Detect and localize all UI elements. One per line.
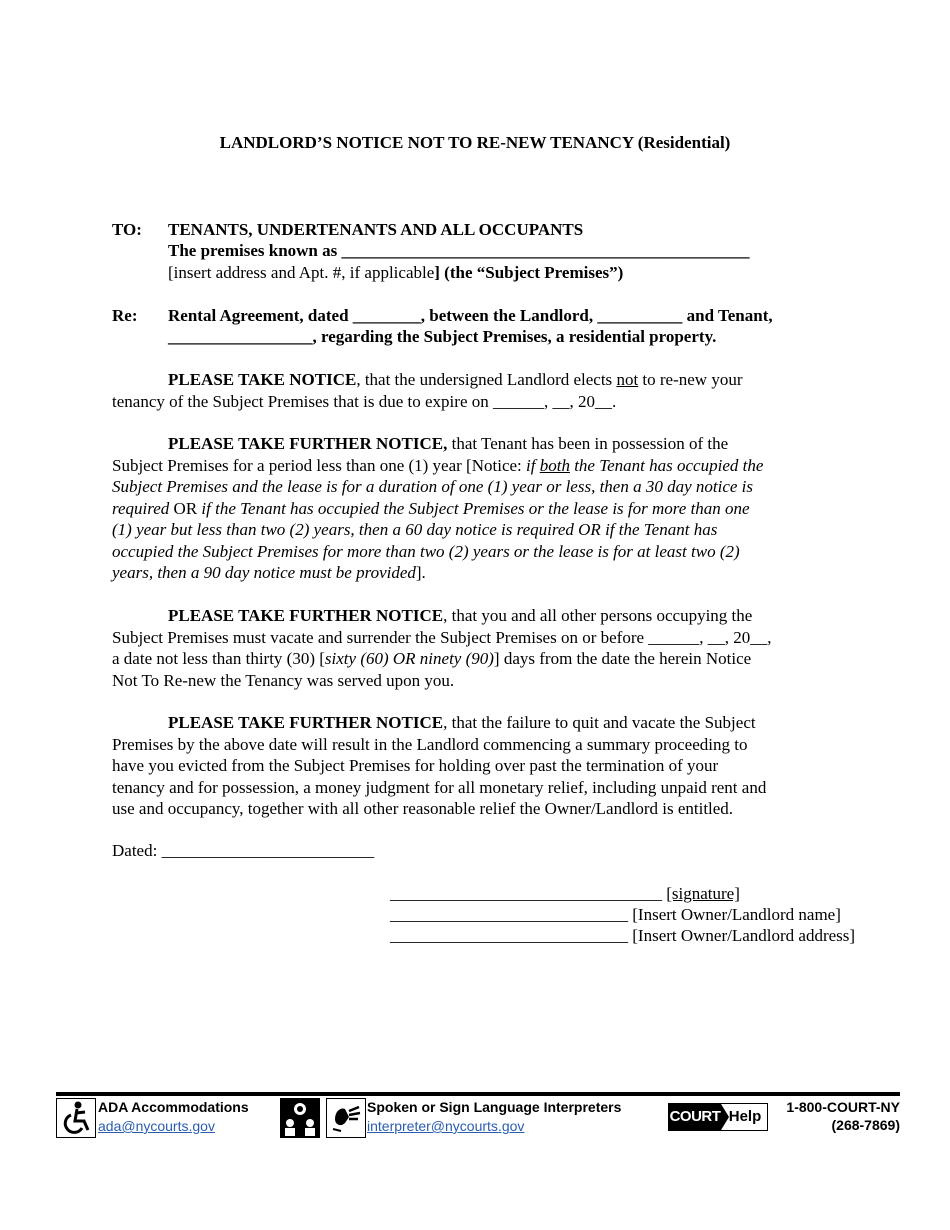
- p2-line-7: years, then a 90 day notice must be provided: [112, 563, 416, 582]
- dated-line: Dated: _________________________: [112, 841, 375, 860]
- p3-line-1: , that you and all other persons occupying the: [443, 606, 753, 625]
- p3-line-4: Not To Re-new the Tenancy was served upon you.: [112, 670, 455, 690]
- p1-not: not: [616, 370, 639, 389]
- signature-blank: ________________________________: [390, 884, 667, 903]
- p2-line-6: occupied the Subject Premises for more than two (2) years or the lease is for at least two (2): [112, 541, 740, 561]
- p2-lead: PLEASE TAKE FURTHER NOTICE,: [168, 434, 448, 453]
- subject-premises-label: ] (the “Subject Premises”): [434, 263, 624, 282]
- to-label: TO:: [112, 220, 142, 239]
- p3-line-3b: ] days from the date the herein Notice: [493, 649, 752, 668]
- interpreter-title: Spoken or Sign Language Interpreters: [367, 1099, 622, 1115]
- p2-line-2-if: if: [526, 455, 540, 475]
- interpreter-email-link[interactable]: interpreter@nycourts.gov: [367, 1118, 525, 1134]
- signature-line: [390, 884, 740, 904]
- p4-line-4: tenancy and for possession, a money judgment for all monetary relief, including unpaid rent and: [112, 777, 767, 797]
- p2-line-2a: Subject Premises for a period less than one (1) year [Notice:: [112, 455, 527, 475]
- sign-language-icon: [326, 1098, 366, 1138]
- p1-text-a: , that the undersigned Landlord elects: [356, 370, 617, 389]
- p2-line-4-rest: if the Tenant has occupied the Subject Premises or the lease is for more than one: [201, 498, 750, 518]
- p4-line-5: use and occupancy, together with all other reasonable relief the Owner/Landlord is entitled.: [112, 799, 734, 818]
- p2-line-1: that Tenant has been in possession of the: [447, 434, 729, 453]
- p3-line-2: Subject Premises must vacate and surrender the Subject Premises on or before ______, __, 20__,: [112, 627, 772, 647]
- interpreter-people-icon: [280, 1098, 320, 1138]
- p1-lead: PLEASE TAKE NOTICE: [168, 370, 357, 389]
- p3-line-3-italic: sixty (60) OR ninety (90): [324, 649, 494, 668]
- p2-both: both: [539, 455, 570, 475]
- re-line-1: Rental Agreement, dated ________, between the Landlord, __________ and Tenant,: [168, 306, 773, 325]
- court-help-logo: [668, 1103, 768, 1131]
- p3-line-3a: a date not less than thirty (30) [: [112, 649, 325, 668]
- wheelchair-accessibility-icon: [56, 1098, 96, 1138]
- notice-paragraph-2: [112, 433, 842, 584]
- p3-lead: PLEASE TAKE FURTHER NOTICE: [168, 606, 444, 625]
- re-label: Re:: [112, 306, 138, 325]
- p4-line-3: have you evicted from the Subject Premises for holding over past the termination of your: [112, 756, 719, 775]
- landlord-name-line: ____________________________ [Insert Owner/Landlord name]: [390, 905, 841, 924]
- phone-number-digits: (268-7869): [831, 1117, 900, 1133]
- notice-paragraph-4: [112, 712, 842, 820]
- re-line-2: _________________, regarding the Subject Premises, a residential property.: [168, 327, 717, 346]
- p1-line-2: tenancy of the Subject Premises that is due to expire on ______, __, 20__.: [112, 391, 617, 411]
- p2-line-4-or: OR: [169, 498, 202, 518]
- ada-title: ADA Accommodations: [98, 1099, 249, 1115]
- notice-paragraph-1: [112, 369, 842, 412]
- p4-line-1: , that the failure to quit and vacate the Subject: [443, 713, 756, 732]
- address-hint-text: [insert address and Apt. #, if applicable: [168, 263, 435, 282]
- ada-email-link[interactable]: ada@nycourts.gov: [98, 1118, 215, 1134]
- document-title: LANDLORD’S NOTICE NOT TO RE-NEW TENANCY (Residential): [219, 133, 731, 152]
- notice-paragraph-3: [112, 605, 842, 691]
- premises-address-hint: [168, 262, 623, 284]
- footer: [56, 1096, 900, 1140]
- p2-line-2-rest: the Tenant has occupied the: [569, 455, 764, 475]
- p4-lead: PLEASE TAKE FURTHER NOTICE: [168, 713, 444, 732]
- p2-line-4-required: required: [112, 498, 170, 518]
- landlord-address-line: ____________________________ [Insert Owner/Landlord address]: [390, 926, 856, 945]
- phone-number: 1-800-COURT-NY: [786, 1099, 900, 1115]
- premises-line: The premises known as ________________________________________________: [168, 241, 750, 260]
- p2-line-7-end: ].: [415, 563, 426, 582]
- p2-line-3: Subject Premises and the lease is for a duration of one (1) year or less, then a 30 day notice is: [112, 477, 754, 496]
- court-logo-text: COURT: [669, 1104, 721, 1130]
- p4-line-2: Premises by the above date will result in the Landlord commencing a summary proceeding to: [112, 734, 748, 754]
- signature-label: [signature]: [666, 884, 740, 903]
- p1-text-b: to re-new your: [638, 370, 743, 389]
- help-logo-text: Help: [728, 1108, 762, 1125]
- to-recipients: TENANTS, UNDERTENANTS AND ALL OCCUPANTS: [168, 220, 584, 239]
- p2-line-5: (1) year but less than two (2) years, then a 60 day notice is required OR if the Tenant has: [112, 520, 718, 539]
